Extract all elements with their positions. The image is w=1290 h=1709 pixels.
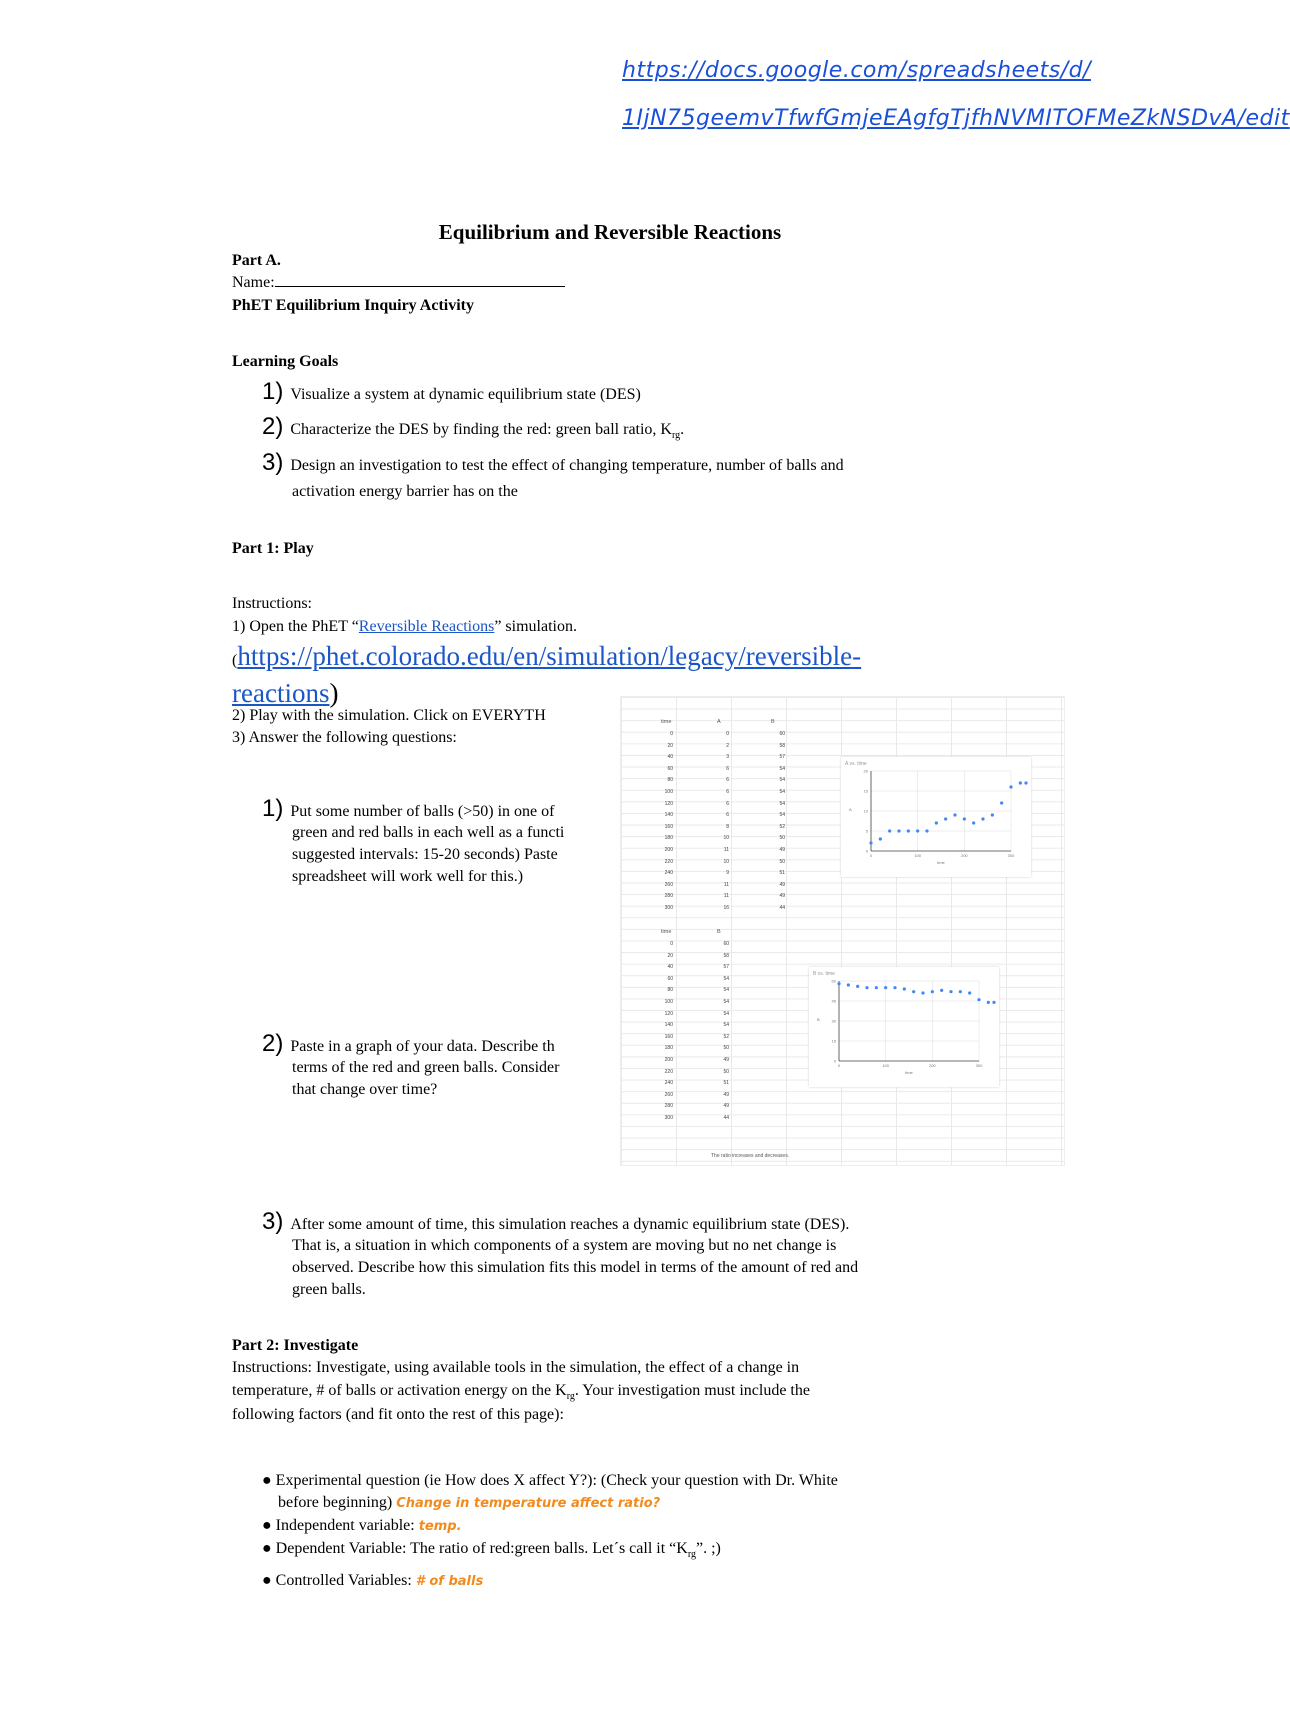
table1-b-cell: 50	[779, 835, 785, 842]
table2-b-cell: 50	[723, 1045, 729, 1052]
data-point	[856, 985, 859, 988]
krg-subscript: rg	[566, 1391, 575, 1403]
goal-number: 1)	[262, 378, 284, 405]
instr-line2-text: temperature, # of balls or activation energy on the K	[232, 1382, 567, 1399]
bullet-text: Dependent Variable: The ratio of red:green balls. Let´s call it “K	[275, 1540, 688, 1557]
table1-a-cell: 8	[726, 823, 729, 830]
goal-tail: .	[680, 421, 685, 438]
question-2-line2: terms of the red and green balls. Consider	[292, 1059, 560, 1076]
y-tick-label: 15	[863, 788, 868, 794]
table1-time-cell: 260	[664, 881, 673, 888]
part1-step1	[232, 616, 577, 638]
part2-bullets	[262, 1470, 1022, 1593]
x-tick-label: 200	[928, 1063, 936, 1068]
table1-time-cell: 20	[667, 742, 673, 749]
table1-time-cell: 220	[664, 858, 673, 865]
data-point	[953, 813, 956, 816]
table2-time-cell: 280	[664, 1103, 673, 1110]
table2-time-cell: 120	[664, 1010, 673, 1017]
chart-a-svg	[841, 757, 1031, 877]
part1-heading: Part 1: Play	[232, 540, 314, 557]
table2-time-cell: 260	[664, 1091, 673, 1098]
x-tick-label: 0	[869, 853, 873, 858]
data-point	[907, 829, 910, 832]
table1-time-cell: 140	[664, 812, 673, 819]
data-point	[916, 829, 919, 832]
table2-b-cell: 49	[723, 1057, 729, 1063]
table2-b-cell: 54	[723, 987, 729, 994]
table1-b-cell: 54	[779, 812, 785, 819]
table1-time-cell: 300	[664, 905, 673, 911]
phet-url-link-line1[interactable]: https://phet.colorado.edu/en/simulation/legacy/reversible-	[237, 641, 862, 671]
data-point	[959, 990, 962, 993]
x-tick-label: 300	[1007, 853, 1015, 858]
table1-time-cell: 40	[667, 754, 673, 761]
table1-b-cell: 54	[779, 765, 785, 772]
table2-b-cell: 58	[723, 952, 729, 959]
question-text: Paste in a graph of your data. Describe th	[290, 1038, 555, 1055]
bullet-dependent-variable: ● Dependent Variable: The ratio of red:green balls. Let´s call it “$K_{rg}$”. ;)	[262, 1540, 721, 1561]
table2-time-cell: 180	[664, 1045, 673, 1052]
table1-b-cell: 60	[779, 731, 785, 737]
bullet-text: Independent variable:	[275, 1517, 415, 1534]
data-point	[944, 817, 947, 820]
part1-step3: 3) Answer the following questions:	[232, 729, 457, 746]
table1-b-cell: 49	[779, 847, 785, 853]
bullet-tail: ”. ;)	[695, 1540, 721, 1557]
data-point	[921, 991, 924, 994]
table2-b-cell: 57	[723, 964, 729, 971]
data-point	[981, 817, 984, 820]
data-point	[837, 982, 840, 985]
question-number: 3)	[262, 1208, 284, 1235]
table2-b-cell: 54	[723, 999, 729, 1005]
y-tick-label: 0	[833, 1058, 836, 1064]
x-axis-label: time	[937, 860, 945, 865]
table1-a-cell: 3	[726, 754, 729, 761]
table1-time-cell: 120	[664, 800, 673, 807]
question-1-line4: spreadsheet will work well for this.)	[292, 868, 524, 885]
y-tick-label: 30	[831, 1018, 836, 1024]
table1-b-cell: 44	[779, 905, 785, 911]
data-point	[992, 1001, 995, 1004]
table1-a-cell: 6	[726, 789, 729, 795]
data-point	[931, 990, 934, 993]
table1-b-cell: 49	[779, 893, 785, 900]
table1-a-cell: 6	[726, 812, 729, 819]
question-1-line2: green and red balls in each well as a functi	[292, 824, 565, 841]
question-2-line3: that change over time?	[292, 1081, 438, 1098]
chart-a-vs-time	[841, 757, 1031, 877]
table1-b-cell: 52	[779, 823, 785, 830]
question-3-line4: green balls.	[292, 1281, 366, 1298]
phet-url-link-line2[interactable]: reactions	[232, 678, 330, 708]
table2-b-cell: 51	[723, 1080, 729, 1087]
data-point	[968, 991, 971, 994]
data-point	[972, 821, 975, 824]
data-point	[879, 837, 882, 840]
goal-number: 3)	[262, 449, 284, 476]
table2-time-cell: 200	[664, 1057, 673, 1063]
data-point	[1019, 781, 1022, 784]
y-tick-label: 5	[865, 828, 868, 834]
table1-a-cell: 11	[723, 893, 729, 900]
goal-1	[262, 378, 641, 406]
data-point	[888, 829, 891, 832]
table2-b-cell: 52	[723, 1033, 729, 1040]
table2-b-cell: 49	[723, 1091, 729, 1098]
data-point	[1009, 785, 1012, 788]
bullet-controlled-variables: ● Controlled Variables: # of balls	[262, 1572, 484, 1590]
table1-header-a: A	[717, 719, 721, 725]
table2-b-cell: 44	[723, 1115, 729, 1121]
goal-3	[262, 449, 844, 477]
handwritten-answer-question: Change in temperature affect ratio?	[396, 1496, 661, 1511]
table2-time-cell: 80	[667, 987, 673, 994]
y-tick-label: 60	[831, 978, 836, 984]
handwritten-answer-controlled: # of balls	[415, 1574, 484, 1590]
data-point	[897, 829, 900, 832]
data-point	[977, 998, 980, 1001]
table1-a-cell: 0	[726, 731, 729, 737]
table2-b-cell: 60	[723, 941, 729, 947]
table1-a-cell: 16	[723, 905, 729, 911]
question-3-line2: That is, a situation in which components of a system are moving but no net change is	[292, 1237, 837, 1254]
data-point	[935, 821, 938, 824]
name-label: Name:	[232, 274, 275, 291]
url-open-paren: (	[232, 652, 238, 669]
chart-b-vs-time	[809, 967, 999, 1087]
x-tick-label: 100	[914, 853, 922, 858]
table2-header-time: time	[661, 929, 672, 935]
table1-time-cell: 100	[664, 789, 673, 795]
table2-time-cell: 0	[670, 941, 673, 947]
bullet-text: Controlled Variables:	[275, 1572, 412, 1590]
instr-line2-tail: . Your investigation must include the	[574, 1382, 810, 1399]
bullet-experimental-question-line2	[262, 1492, 1022, 1515]
name-blank	[275, 272, 565, 287]
table2-time-cell: 300	[664, 1115, 673, 1121]
chart-title: B vs. time	[813, 971, 835, 977]
table2-time-cell: 100	[664, 999, 673, 1005]
x-tick-label: 0	[837, 1063, 841, 1068]
data-point	[869, 841, 872, 844]
x-tick-label: 100	[882, 1063, 890, 1068]
bullet-text: Experimental question (ie How does X affect Y?): (Check your question with Dr. White	[275, 1472, 838, 1489]
table2-b-cell: 49	[723, 1103, 729, 1110]
table1-a-cell: 11	[723, 847, 729, 853]
table2-header-b: B	[717, 929, 721, 935]
table2-time-cell: 240	[664, 1080, 673, 1087]
table1-b-cell: 54	[779, 789, 785, 795]
table2-time-cell: 160	[664, 1033, 673, 1040]
part-a-label: Part A.	[232, 252, 281, 269]
learning-goals-heading: Learning Goals	[232, 353, 339, 370]
bullet-experimental-question: ● Experimental question (ie How does X affect Y?): (Check your question with Dr. White	[262, 1472, 838, 1489]
table1-time-cell: 80	[667, 777, 673, 784]
x-tick-label: 300	[975, 1063, 983, 1068]
table2-time-cell: 40	[667, 964, 673, 971]
data-point	[875, 986, 878, 989]
table1-b-cell: 51	[779, 870, 785, 877]
data-point	[1000, 801, 1003, 804]
data-point	[903, 987, 906, 990]
table1-b-cell: 49	[779, 881, 785, 888]
table2-time-cell: 20	[667, 952, 673, 959]
activity-title: PhET Equilibrium Inquiry Activity	[232, 297, 474, 314]
bullet-independent-variable: ● Independent variable: temp.	[262, 1517, 462, 1534]
goal-2	[262, 413, 684, 447]
data-point	[940, 989, 943, 992]
table1-a-cell: 9	[726, 870, 729, 877]
step1-prefix: 1) Open the PhET “	[232, 618, 359, 635]
question-number: 2)	[262, 1030, 284, 1057]
table1-a-cell: 6	[726, 765, 729, 772]
table2-b-cell: 50	[723, 1068, 729, 1075]
y-tick-label: 15	[831, 1038, 836, 1044]
table1-a-cell: 11	[723, 881, 729, 888]
x-axis-label: time	[905, 1070, 913, 1075]
part2-instructions-line1: Instructions: Investigate, using available tools in the simulation, the effect of a change in	[232, 1359, 800, 1376]
table1-a-cell: 10	[723, 835, 729, 842]
krg-subscript: rg	[671, 430, 681, 442]
spreadsheet-link-line1[interactable]: https://docs.google.com/spreadsheets/d/	[622, 58, 1092, 83]
y-axis-label: A	[849, 807, 852, 812]
table1-b-cell: 58	[779, 742, 785, 749]
table2-b-cell: 54	[723, 1010, 729, 1017]
question-2	[262, 1030, 555, 1058]
table1-b-cell: 57	[779, 754, 785, 761]
goal-text: Design an investigation to test the effect of changing temperature, number of balls and	[290, 457, 844, 474]
chart-title: A vs. time	[845, 761, 867, 767]
krg-subscript: rg	[687, 1549, 696, 1561]
name-line	[232, 272, 565, 294]
goal-number: 2)	[262, 413, 284, 440]
spreadsheet-screenshot	[620, 696, 1065, 1166]
question-number: 1)	[262, 795, 284, 822]
spreadsheet-link-line2[interactable]: 1IjN75geemvTfwfGmjeEAgfgTjfhNVMITOFMeZkNSDvA/edit	[622, 106, 1290, 131]
table1-time-cell: 200	[664, 847, 673, 853]
table1-header-time: time	[661, 719, 672, 725]
question-text: After some amount of time, this simulation reaches a dynamic equilibrium state (DES).	[290, 1216, 850, 1233]
question-text: Put some number of balls (>50) in one of	[290, 803, 555, 820]
table2-b-cell: 54	[723, 1022, 729, 1029]
data-point	[1024, 781, 1027, 784]
table1-time-cell: 280	[664, 893, 673, 900]
ratio-note: The ratio increases and decreases.	[711, 1153, 790, 1159]
part1-instructions-label: Instructions:	[232, 595, 312, 612]
data-point	[884, 986, 887, 989]
url-close-paren: )	[329, 678, 339, 708]
y-tick-label: 45	[831, 998, 836, 1004]
table1-time-cell: 180	[664, 835, 673, 842]
x-tick-label: 200	[960, 853, 968, 858]
data-point	[991, 813, 994, 816]
part2-instructions-line3: following factors (and fit onto the rest of this page):	[232, 1406, 564, 1423]
table1-a-cell: 10	[723, 858, 729, 865]
part1-step2: 2) Play with the simulation. Click on EVERYTH	[232, 707, 546, 724]
data-point	[963, 817, 966, 820]
data-point	[865, 986, 868, 989]
y-tick-label: 20	[863, 768, 868, 774]
table1-time-cell: 0	[670, 731, 673, 737]
table1-b-cell: 50	[779, 858, 785, 865]
table2-time-cell: 60	[667, 975, 673, 982]
data-point	[949, 990, 952, 993]
y-axis-label: B	[817, 1017, 820, 1022]
y-tick-label: 10	[863, 808, 868, 814]
table1-b-cell: 54	[779, 800, 785, 807]
data-point	[893, 986, 896, 989]
part2-heading: Part 2: Investigate	[232, 1337, 359, 1354]
table1-a-cell: 6	[726, 800, 729, 807]
page-title: Equilibrium and Reversible Reactions	[438, 220, 782, 244]
data-point	[912, 990, 915, 993]
question-1	[262, 795, 554, 823]
question-1-line3: suggested intervals: 15-20 seconds) Paste	[292, 846, 558, 863]
reversible-reactions-link[interactable]: Reversible Reactions	[358, 618, 495, 635]
y-tick-label: 0	[865, 848, 868, 854]
table1-a-cell: 2	[726, 742, 729, 749]
table1-header-b: B	[771, 719, 775, 725]
table2-time-cell: 140	[664, 1022, 673, 1029]
table2-time-cell: 220	[664, 1068, 673, 1075]
handwritten-answer-independent: temp.	[418, 1519, 462, 1534]
bullet-text: before beginning)	[278, 1494, 393, 1511]
table1-time-cell: 240	[664, 870, 673, 877]
data-point	[987, 1001, 990, 1004]
table1-b-cell: 54	[779, 777, 785, 784]
table1-time-cell: 60	[667, 765, 673, 772]
question-3	[262, 1208, 849, 1236]
goal-text: Characterize the DES by finding the red: green ball ratio, K	[290, 421, 672, 438]
step1-suffix: ” simulation.	[494, 618, 577, 635]
chart-b-svg	[809, 967, 999, 1087]
goal-3-continued: activation energy barrier has on the	[292, 483, 518, 500]
goal-text: Visualize a system at dynamic equilibrium state (DES)	[290, 386, 641, 403]
table1-a-cell: 6	[726, 777, 729, 784]
data-point	[925, 829, 928, 832]
table1-time-cell: 160	[664, 823, 673, 830]
data-point	[847, 983, 850, 986]
table2-b-cell: 54	[723, 975, 729, 982]
question-3-line3: observed. Describe how this simulation fits this model in terms of the amount of red and	[292, 1259, 859, 1276]
